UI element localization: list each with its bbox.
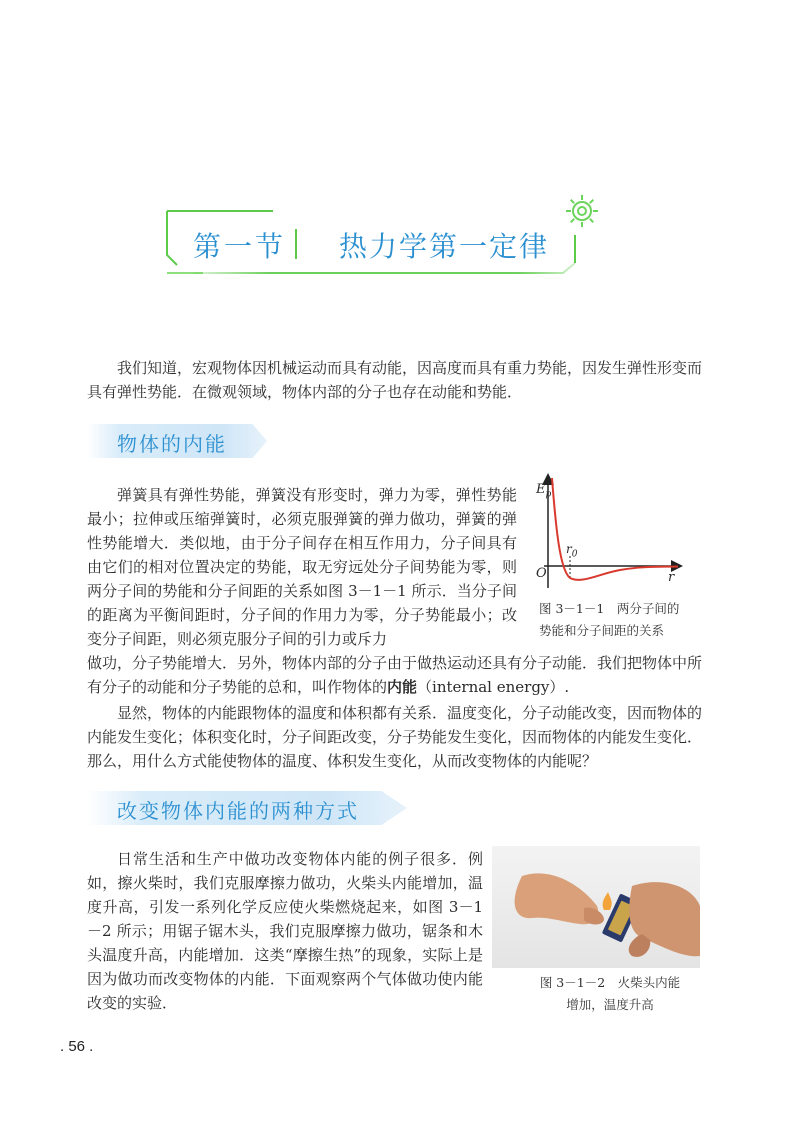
english-term: （internal energy）.: [417, 678, 570, 696]
match-striking-illustration: [492, 846, 700, 968]
paragraph-temperature-volume: 显然，物体的内能跟物体的温度和体积都有关系．温度变化，分子动能改变，因而物体的内能发生变化；体积变化时，分子间距改变，分子势能发生变化，因而物体的内能发生变化．那么，用什么方式能使物体的温度、体积发生变化，从而改变物体的内能呢？: [87, 704, 703, 770]
section-heading-internal-energy: [87, 424, 267, 458]
page-number: . 56 .: [60, 1038, 94, 1055]
r0-letter: r: [566, 542, 572, 556]
figure-match-photo: [492, 846, 700, 968]
section-title-frame: [163, 207, 583, 279]
section-heading-two-ways: [87, 791, 407, 825]
definition-text: 做功，分子势能增大．另外，物体内部的分子由于做热运动还具有分子动能．我们把物体中所有分子的动能和分子势能的总和，叫作物体的: [87, 654, 703, 696]
gear-icon: [560, 189, 604, 233]
potential-energy-plot: [530, 470, 690, 590]
ep-subscript: p: [545, 489, 552, 500]
caption-line-1: 图 3－1－1 两分子间的: [539, 601, 680, 616]
r0-label: [566, 542, 577, 559]
figure-caption-3-1-1: [539, 598, 709, 642]
paragraph-work-changes-energy: 日常生活和生产中做功改变物体内能的例子很多．例如，擦火柴时，我们克服摩擦力做功，火柴头内能增加，温度升高，引发一系列化学反应使火柴燃烧起来，如图 3－1－2 所示；用锯子锯木头，我们克服摩擦力做功，锯条和木头温度升高，内能增加．这类“摩擦生热”的现象，实际上是因为做功而改变物体的内能．下面观察两个气体做功使内能改变的实验．: [87, 850, 483, 1012]
section-heading-text: 改变物体内能的两种方式: [117, 799, 359, 823]
axis-label-r: r: [668, 570, 675, 585]
r0-subscript: 0: [571, 549, 578, 560]
section-heading-text: 物体的内能: [117, 432, 227, 456]
intro-paragraph: 我们知道，宏观物体因机械运动而具有动能，因高度而具有重力势能，因发生弹性形变而具有弹性势能．在微观领域，物体内部的分子也存在动能和势能．: [87, 359, 703, 401]
paragraph-internal-energy-definition: [87, 651, 702, 699]
keyword-internal-energy: 内能: [387, 678, 418, 696]
caption-line-2: 增加，温度升高: [566, 997, 654, 1012]
page-title: 热力学第一定律: [339, 230, 550, 263]
caption-line-1: 图 3－1－2 火柴头内能: [539, 975, 681, 990]
ep-letter: E: [536, 482, 546, 497]
figure-potential-energy-graph: [530, 470, 690, 590]
figure-caption-3-1-2: [525, 972, 695, 1016]
axis-label-ep: [536, 482, 551, 500]
potential-curve: [552, 478, 678, 580]
section-number-title: 第一节: [193, 230, 287, 263]
origin-label: O: [536, 566, 547, 581]
paragraph-molecular-potential: 弹簧具有弹性势能，弹簧没有形变时，弹力为零，弹性势能最小；拉伸或压缩弹簧时，必须克服弹簧的弹力做功，弹簧的弹性势能增大．类似地，由于分子间存在相互作用力，分子间具有由它们的相对位置决定的势能，取无穷远处分子间势能为零，则两分子间的势能和分子间距的关系如图 3－1－1 所示．当分子间的距离为平衡间距时，分子间的作用力为零，分子势能最小；改变分子间距，则必须克服分子间的引力或斥力: [87, 486, 517, 648]
caption-line-2: 势能和分子间距的关系: [539, 623, 665, 638]
